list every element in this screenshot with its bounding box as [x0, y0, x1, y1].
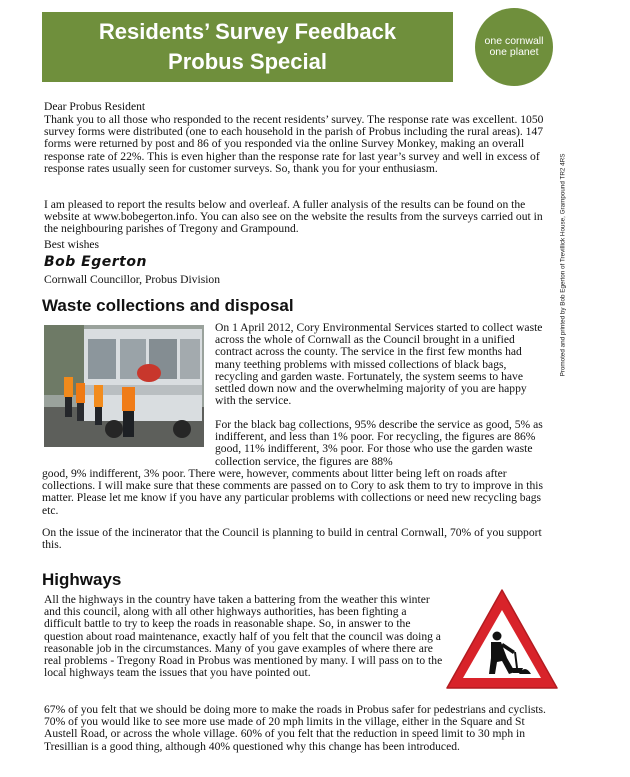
letter-paragraph-1: Thank you to all those who responded to the recent residents’ survey. The response rate was excellent. 1050 survey forms were distributed (one to each household in the parish of Probus including the rural areas). 147 forms were returned by post and 86 of you responded via the online Survey Monkey, making an overall response rate of 22%. This is even higher than the response rate for last year’s survey and well in excess of response rates usually seen for customer surveys. So, thank you for your enthusiasm. — [44, 113, 544, 175]
one-cornwall-logo — [475, 8, 553, 86]
highways-heading: Highways — [42, 570, 122, 589]
highways-paragraph-1: All the highways in the country have taken a battering from the weather this winter and this council, along with all other highways authorities, has been fighting a difficult battle to try to keep the roads in reasonable shape. So, in answer to the question about road maintenance, exactly half of you felt that the council was doing a reasonable job in the circumstances. Many of you gave examples of where there are real problems - Tregony Road in Probus was mentioned by many. I will pass on to the local highways team the issues that you have pointed out. — [44, 593, 443, 680]
letter-greeting: Dear Probus Resident — [44, 100, 146, 113]
banner-subtitle: Probus Special — [168, 49, 327, 74]
letter-paragraph-2: I am pleased to report the results below and overleaf. A fuller analysis of the results can be found on the website at www.bobegerton.info. You can also see on the website the results from the surveys carried out in the neighbouring parishes of Tregony and Grampound. — [44, 198, 543, 236]
waste-paragraph-1: On 1 April 2012, Cory Environmental Services started to collect waste across the whole of Cornwall as the Council brought in a unified contract across the county. The service in the first few months had many teething problems with missed collections of black bags, recycling and garden waste. Fortunately, the system seems to have settled down now and the overwhelming majority of you are happy with the service. — [215, 321, 543, 408]
waste-collection-photo — [44, 325, 204, 447]
title-banner — [42, 12, 453, 82]
signature: Bob Egerton — [44, 254, 147, 270]
banner-title: Residents’ Survey Feedback — [98, 19, 397, 44]
waste-paragraph-3: On the issue of the incinerator that the Council is planning to build in central Cornwall, 70% of you support this. — [42, 526, 542, 552]
imprint-note — [556, 140, 570, 390]
councillor-role: Cornwall Councillor, Probus Division — [44, 273, 221, 286]
waste-paragraph-2a: For the black bag collections, 95% describe the service as good, 5% as indifferent, and less than 1% poor. For recycling, the figures are 86% good, 11% indifferent, 3% poor. For those who use the garden waste collection service, the figures are 88% — [215, 418, 543, 468]
roadworks-warning-sign-icon — [445, 588, 559, 692]
waste-heading: Waste collections and disposal — [42, 296, 294, 315]
logo-line-2: one planet — [489, 46, 539, 58]
highways-paragraph-2: 67% of you felt that we should be doing more to make the roads in Probus safer for pedestrians and cyclists. 70% of you would like to see more use made of 20 mph limits in the village, either in the Square and St Austell Road, or across the whole village. 60% of you felt that the reduction in speed limit to 30 mph in Tresillian is a good thing, although 40% questioned why this change has been introduced. — [44, 703, 546, 753]
letter-closing: Best wishes — [44, 238, 100, 251]
waste-paragraph-2b: good, 9% indifferent, 3% poor. There were, however, comments about litter being left on roads after collections. I will make sure that these comments are passed on to Cory to ask them to try to improve in this matter. Please let me know if you have any particular problems with collections or need new recycling bags etc. — [42, 467, 544, 517]
logo-line-1: one cornwall — [484, 35, 544, 47]
imprint-text: Promoted and printed by Bob Egerton of Trevillick House, Grampound TR2 4RS — [559, 153, 567, 377]
